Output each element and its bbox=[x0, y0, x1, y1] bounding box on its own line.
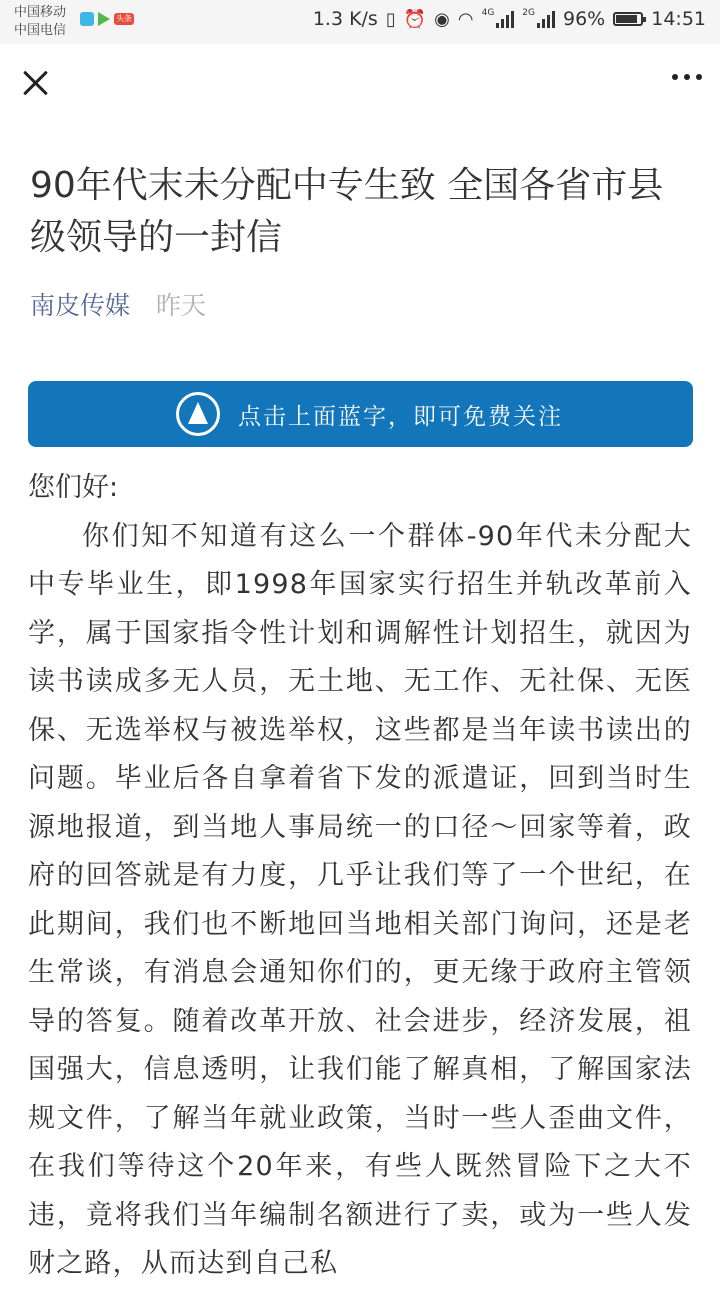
network-type-2g: 2G bbox=[522, 8, 535, 18]
battery-percent: 96% bbox=[563, 8, 606, 30]
system-status bbox=[313, 8, 706, 30]
status-bar bbox=[0, 0, 720, 44]
follow-banner[interactable] bbox=[28, 381, 693, 447]
vibrate-icon: ▯ bbox=[385, 8, 396, 30]
article-body bbox=[28, 464, 692, 1289]
carrier-name-1: 中国移动 bbox=[14, 5, 67, 20]
signal-icon-2 bbox=[537, 10, 555, 28]
app-notification-icon bbox=[80, 12, 94, 26]
battery-fill bbox=[616, 15, 637, 23]
carrier-info bbox=[14, 4, 66, 40]
clock: 14:51 bbox=[651, 8, 706, 30]
news-app-icon: 头条 bbox=[116, 14, 132, 23]
arrow-up-icon bbox=[176, 392, 220, 436]
carrier-name-2: 中国电信 bbox=[14, 23, 67, 38]
alarm-icon: ⏰ bbox=[403, 8, 427, 30]
wifi-icon: ◠ bbox=[457, 8, 474, 30]
more-dots-icon[interactable] bbox=[672, 74, 702, 80]
body-paragraph: 你们知不知道有这么一个群体-90年代未分配大中专毕业生，即1998年国家实行招生并轨改革前入学，属于国家指令性计划和调解性计划招生，就因为读书读成多无人员，无土地、无工作、无社保、无医保、无选举权与被选举权，这些都是当年读书读出的问题。毕业后各自拿着省下发的派遣证，回到当时生源地报道，到当地人事局统一的口径～回家等着，政府的回答就是有力度，几乎让我们等了一个世纪，在此期间，我们也不断地回当地相关部门询问，还是老生常谈，有消息会通知你们的，更无缘于政府主管领导的答复。随着改革开放、社会进步，经济发展，祖国强大，信息透明，让我们能了解真相，了解国家法规文件，了解当年就业政策，当时一些人歪曲文件，在我们等待这个20年来，有些人既然冒险下之大不违，竟将我们当年编制名额进行了卖，或为一些人发财之路，从而达到自己私 bbox=[28, 520, 692, 1279]
eye-icon: ◉ bbox=[434, 8, 450, 30]
dot bbox=[684, 74, 690, 80]
battery-icon bbox=[613, 12, 643, 26]
video-app-icon bbox=[98, 12, 110, 26]
article-meta bbox=[30, 288, 206, 324]
notification-icons bbox=[80, 12, 134, 26]
signal-icon-1 bbox=[496, 10, 514, 28]
article-title: 90年代末未分配中专生致 全国各省市县级领导的一封信 bbox=[30, 165, 664, 258]
dot bbox=[672, 74, 678, 80]
greeting: 您们好: bbox=[28, 472, 119, 503]
top-navigation-bar bbox=[0, 44, 720, 124]
close-icon[interactable] bbox=[18, 66, 52, 100]
author-link[interactable]: 南皮传媒 bbox=[30, 291, 131, 320]
network-type-4g: 4G bbox=[481, 8, 495, 18]
publish-date: 昨天 bbox=[155, 291, 206, 320]
network-speed: 1.3 K/s bbox=[312, 8, 378, 30]
follow-banner-label: 点击上面蓝字，即可免费关注 bbox=[238, 403, 563, 430]
dot bbox=[696, 74, 702, 80]
